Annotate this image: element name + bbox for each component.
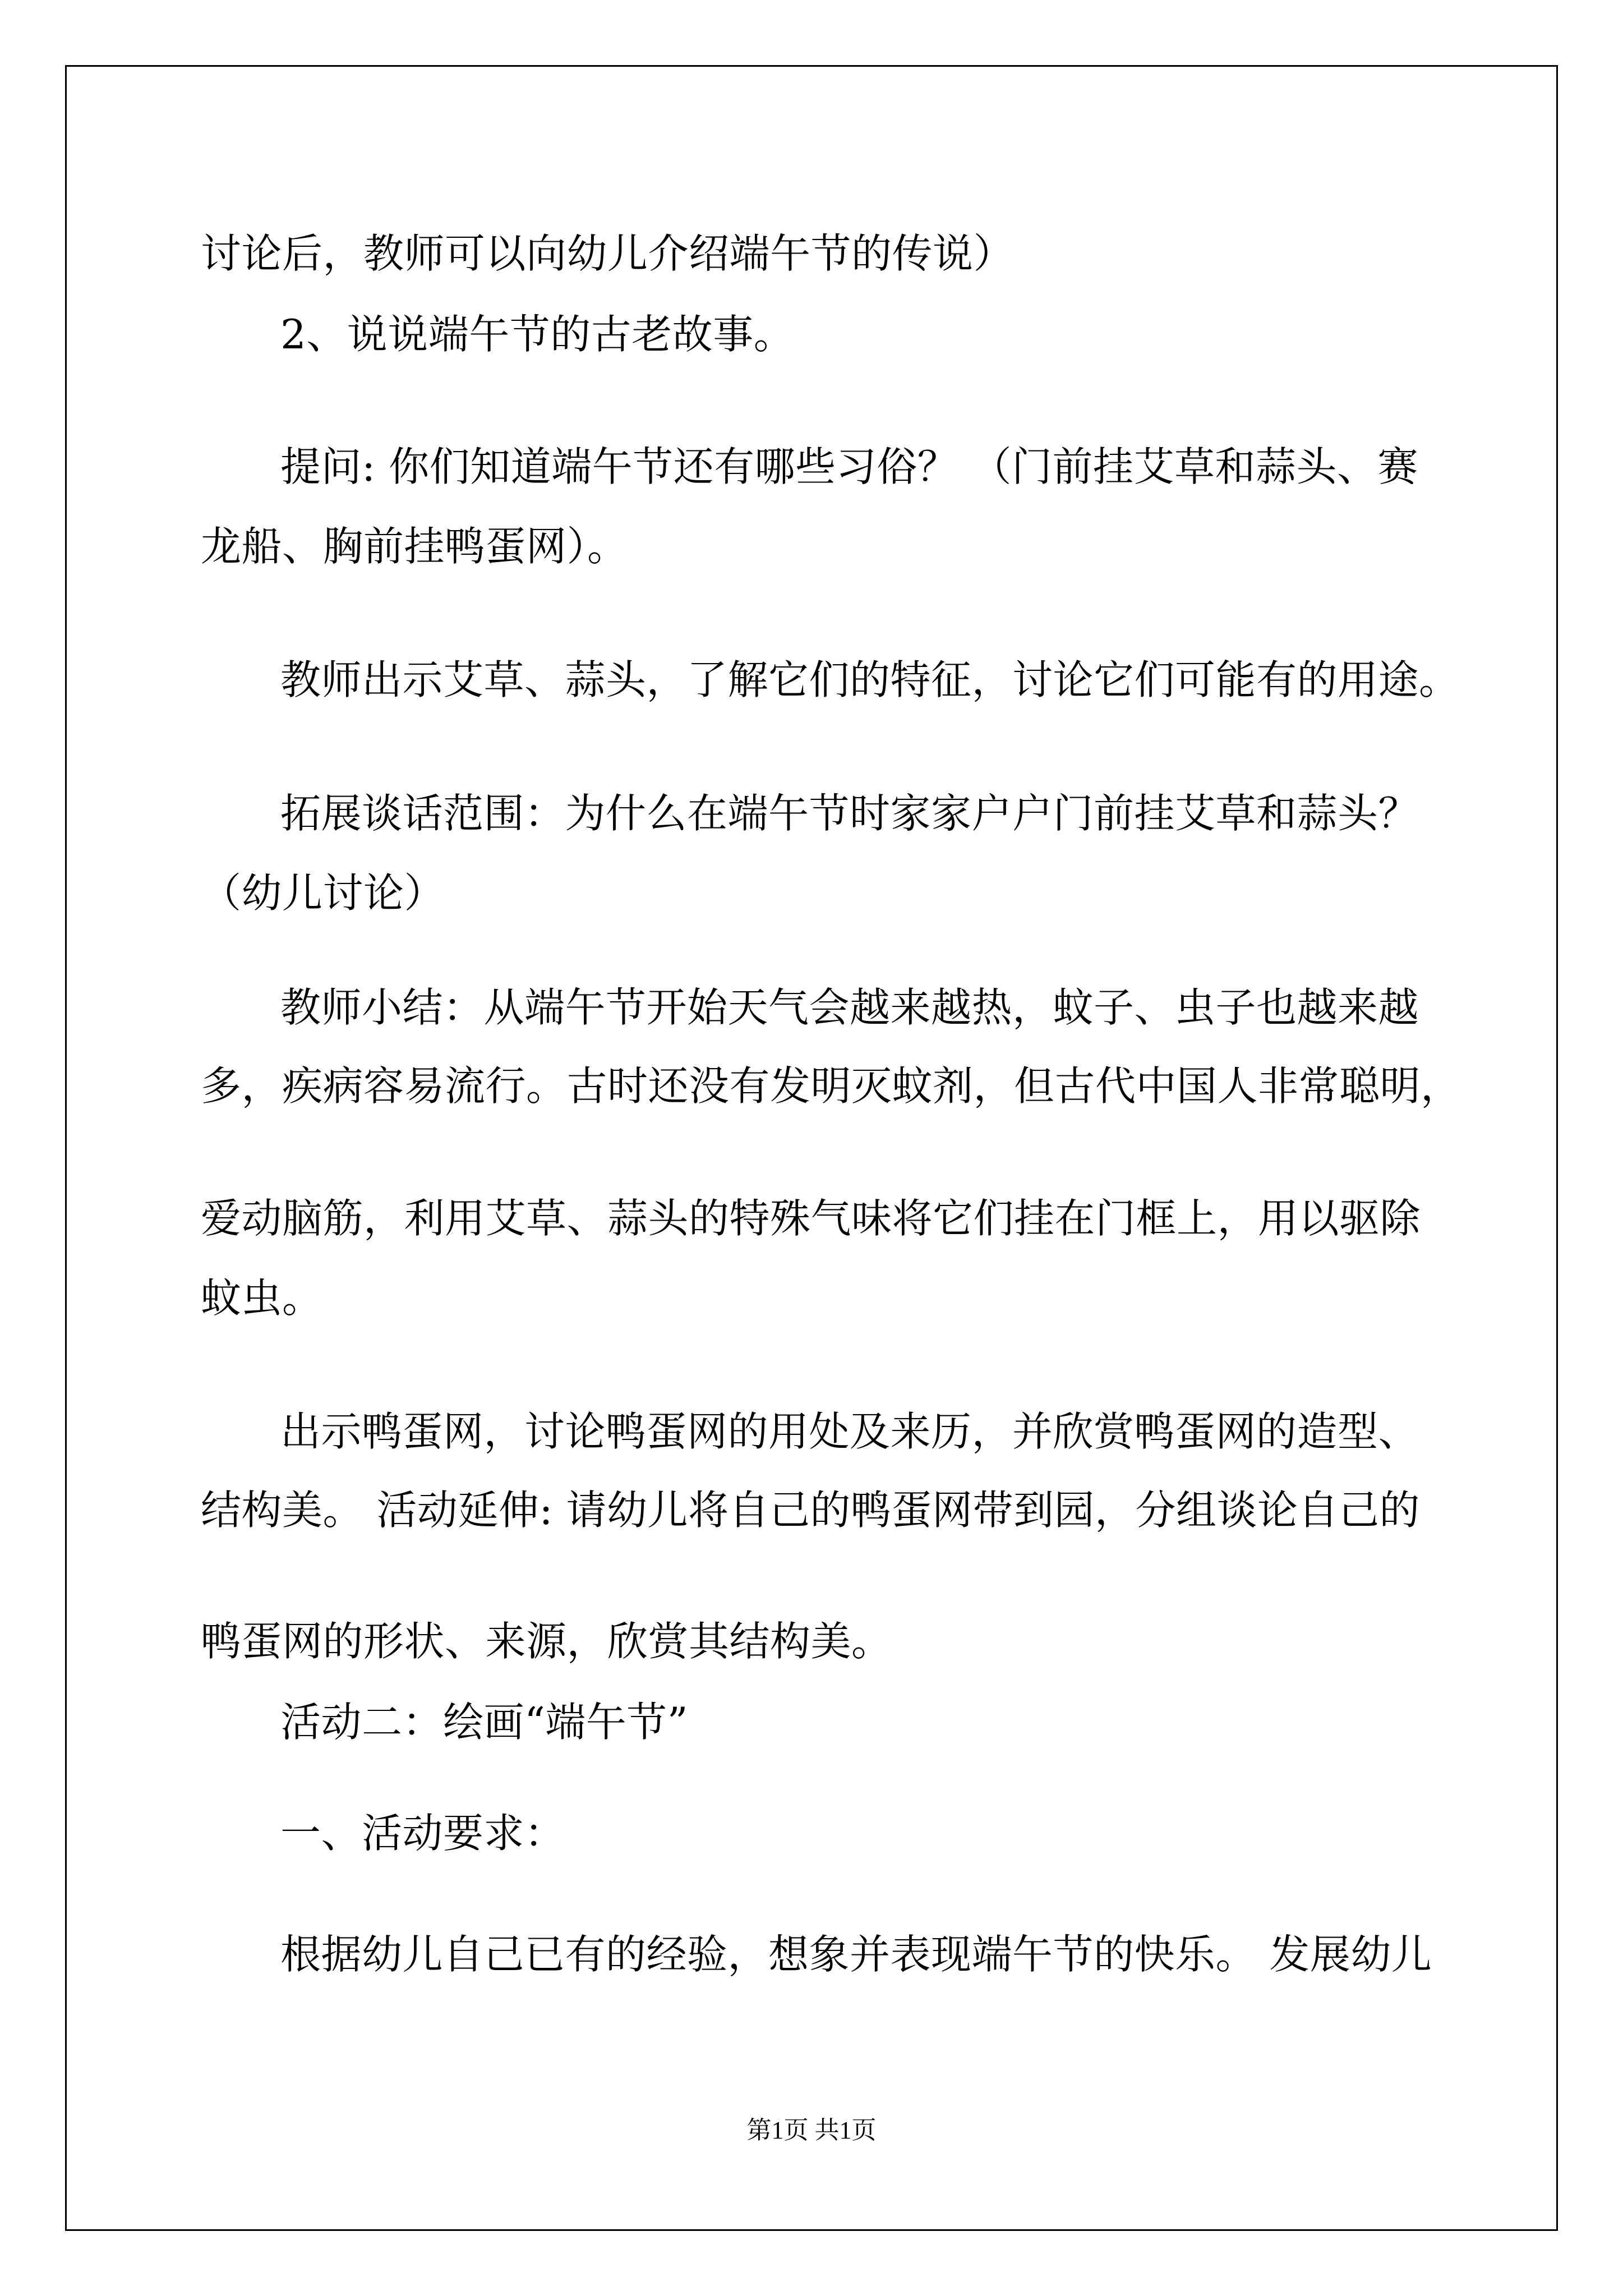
text-line: 出示鸭蛋网，讨论鸭蛋网的用处及来历，并欣赏鸭蛋网的造型、 <box>280 1408 1419 1455</box>
text-line: 鸭蛋网的形状、来源，欣赏其结构美。 <box>201 1618 892 1665</box>
text-line: 蚊虫。 <box>201 1274 323 1322</box>
text-line: 教师小结：从端午节开始天气会越来越热，蚊子、虫子也越来越 <box>280 984 1419 1031</box>
text-line: 教师出示艾草、蒜头，了解它们的特征，讨论它们可能有的用途。 <box>280 656 1460 703</box>
text-line: 一、活动要求： <box>280 1810 565 1857</box>
text-line: 龙船、胸前挂鸭蛋网）。 <box>201 523 628 570</box>
text-line: 拓展谈话范围：为什么在端午节时家家户户门前挂艾草和蒜头？ <box>280 790 1419 837</box>
text-line: 根据幼儿自己已有的经验，想象并表现端午节的快乐。 发展幼儿 <box>280 1931 1432 1978</box>
text-line: 提问: 你们知道端午节还有哪些习俗？ （门前挂艾草和蒜头、赛 <box>280 443 1419 490</box>
text-line: 讨论后，教师可以向幼儿介绍端午节的传说） <box>201 230 1015 277</box>
text-line: 2、说说端午节的古老故事。 <box>280 311 795 358</box>
page-number-footer: 第1页 共1页 <box>746 2116 877 2144</box>
text-line: 多，疾病容易流行。古时还没有发明灭蚊剂，但古代中国人非常聪明， <box>201 1062 1461 1110</box>
text-line: 结构美。 活动延伸: 请幼儿将自己的鸭蛋网带到园，分组谈论自己的 <box>201 1487 1421 1534</box>
page-border <box>65 65 1558 2231</box>
text-line: 活动二：绘画“端午节” <box>280 1699 689 1746</box>
text-line: 爱动脑筋，利用艾草、蒜头的特殊气味将它们挂在门框上，用以驱除 <box>201 1195 1421 1242</box>
text-line: （幼儿讨论） <box>201 869 445 917</box>
